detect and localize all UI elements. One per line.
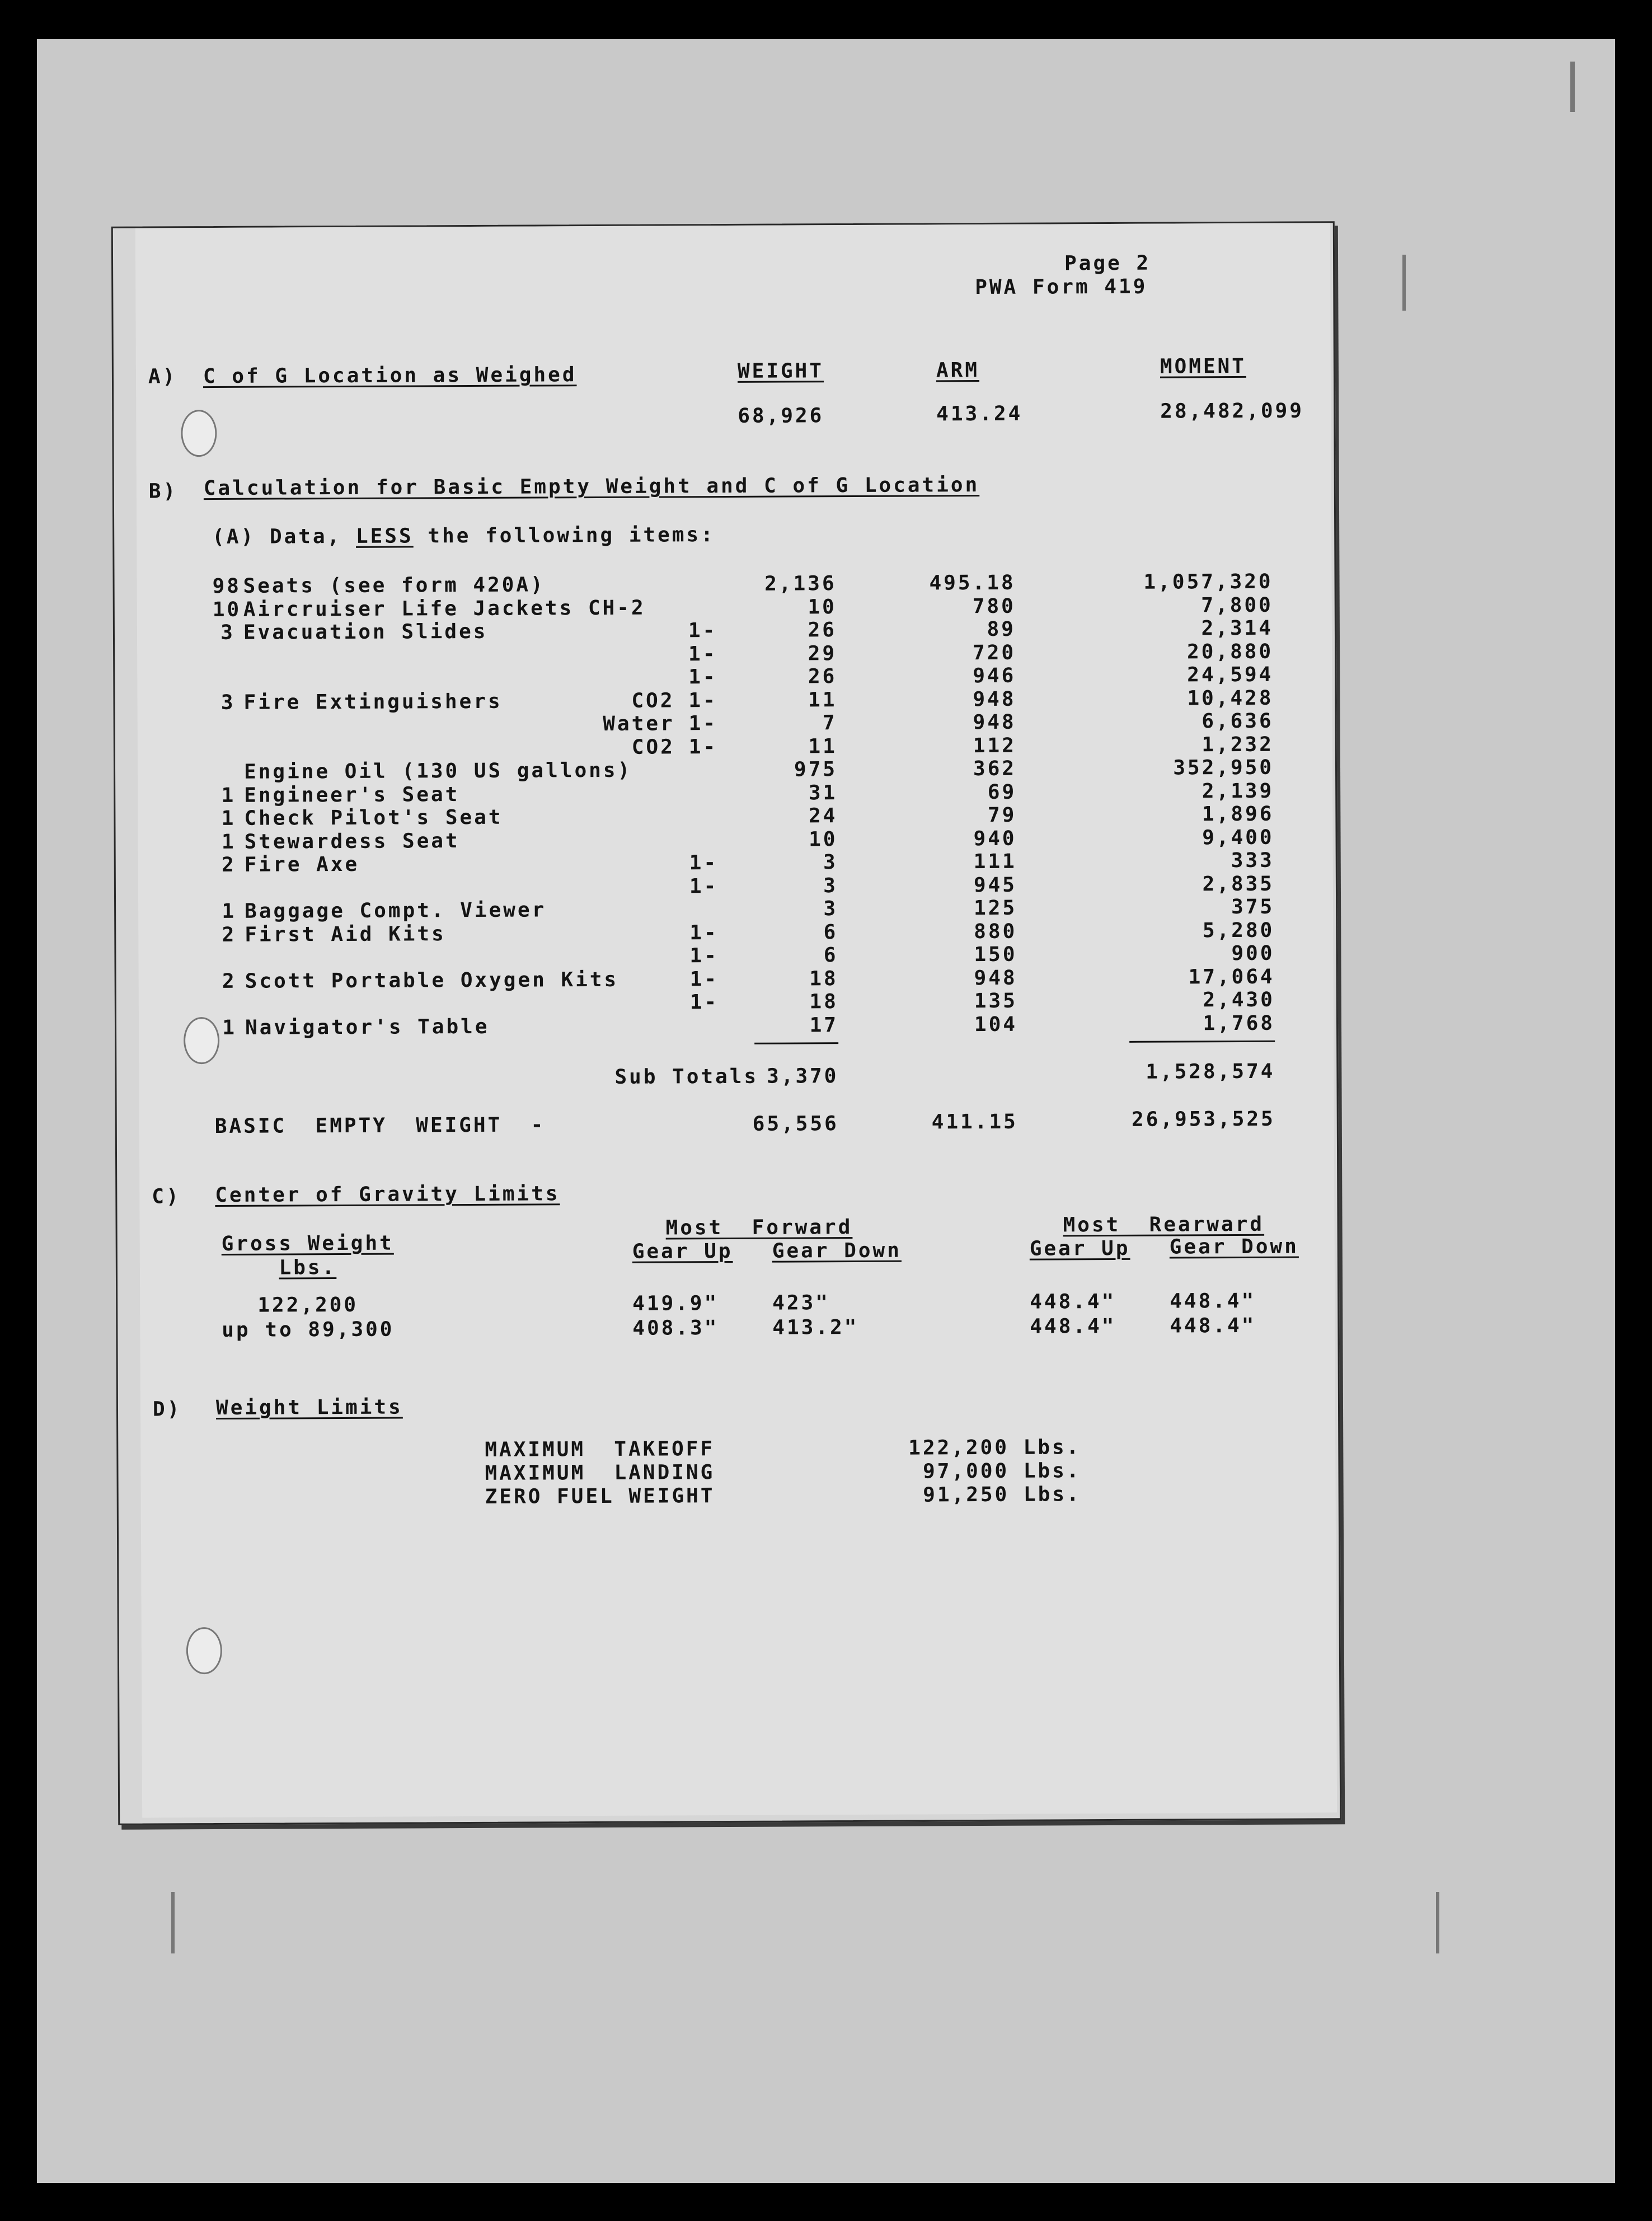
crop-mark bbox=[1436, 1892, 1439, 1953]
punch-hole bbox=[181, 410, 217, 457]
item-description: Baggage Compt. Viewer bbox=[245, 898, 547, 923]
weighed-moment: 28,482,099 bbox=[1160, 399, 1304, 423]
item-count: 1- bbox=[689, 874, 719, 898]
rear-gear-down-header: Gear Down bbox=[1169, 1235, 1299, 1259]
col-arm-header: ARM bbox=[936, 359, 980, 382]
item-moment: 7,800 bbox=[1201, 593, 1273, 617]
item-subtype bbox=[530, 921, 675, 922]
intro-suffix: the following items: bbox=[428, 523, 715, 548]
rear-gear-down: 448.4" bbox=[1170, 1314, 1256, 1338]
item-arm: 945 bbox=[973, 873, 1017, 897]
item-arm: 135 bbox=[974, 989, 1017, 1013]
item-moment: 900 bbox=[1231, 941, 1275, 966]
item-arm: 89 bbox=[987, 617, 1016, 641]
item-moment: 1,896 bbox=[1202, 802, 1274, 826]
item-count: 1- bbox=[689, 851, 719, 875]
item-moment: 17,064 bbox=[1188, 965, 1275, 988]
fwd-gear-up: 419.9" bbox=[632, 1292, 719, 1315]
item-weight: 18 bbox=[809, 967, 838, 990]
crop-mark bbox=[1402, 255, 1406, 311]
item-qty: 1 bbox=[222, 899, 237, 923]
item-count: 1- bbox=[689, 921, 719, 944]
item-arm: 780 bbox=[972, 594, 1016, 618]
item-weight: 26 bbox=[808, 618, 837, 642]
weight-limits-table bbox=[140, 1435, 1316, 1518]
item-moment: 10,428 bbox=[1187, 686, 1274, 710]
item-weight: 3 bbox=[823, 897, 838, 921]
item-arm: 112 bbox=[973, 734, 1016, 757]
item-arm: 720 bbox=[972, 641, 1016, 664]
item-subtype bbox=[529, 619, 674, 620]
weight-limit-value: 122,200 Lbs. bbox=[908, 1436, 1081, 1460]
item-weight: 7 bbox=[822, 711, 837, 735]
basic-empty-label: BASIC EMPTY WEIGHT - bbox=[214, 1113, 546, 1138]
weight-limit-label: ZERO FUEL WEIGHT bbox=[485, 1484, 715, 1508]
item-weight: 11 bbox=[808, 734, 837, 758]
item-arm: 948 bbox=[973, 710, 1016, 734]
item-weight: 24 bbox=[808, 804, 838, 828]
crop-mark bbox=[171, 1892, 175, 1953]
punch-hole bbox=[186, 1627, 222, 1674]
item-moment: 375 bbox=[1231, 895, 1275, 919]
item-arm: 495.18 bbox=[929, 571, 1016, 595]
item-weight: 26 bbox=[808, 665, 837, 688]
item-weight: 29 bbox=[808, 641, 837, 665]
item-moment: 333 bbox=[1231, 849, 1274, 873]
section-d-title: Weight Limits bbox=[215, 1395, 403, 1419]
item-arm: 79 bbox=[987, 803, 1017, 827]
document-page bbox=[111, 221, 1341, 1825]
fwd-gear-up: 408.3" bbox=[632, 1316, 719, 1340]
basic-empty-moment: 26,953,525 bbox=[1131, 1107, 1275, 1131]
item-moment: 1,768 bbox=[1203, 1011, 1275, 1035]
item-weight: 975 bbox=[794, 758, 838, 781]
section-c-title: Center of Gravity Limits bbox=[215, 1182, 560, 1207]
item-count: 1- bbox=[688, 712, 718, 735]
item-description: First Aid Kits bbox=[245, 922, 446, 946]
rear-gear-up: 448.4" bbox=[1030, 1314, 1116, 1338]
item-moment: 24,594 bbox=[1187, 663, 1274, 687]
item-weight: 2,136 bbox=[764, 572, 837, 596]
item-subtype bbox=[529, 828, 675, 829]
weighed-weight: 68,926 bbox=[738, 404, 824, 428]
item-arm: 940 bbox=[973, 827, 1017, 850]
item-qty: 1 bbox=[221, 807, 236, 830]
item-arm: 125 bbox=[973, 896, 1017, 920]
weight-limit-label: MAXIMUM TAKEOFF bbox=[485, 1437, 715, 1461]
item-moment: 352,950 bbox=[1173, 756, 1274, 780]
fwd-gear-down: 413.2" bbox=[772, 1315, 859, 1339]
item-count: 1- bbox=[689, 967, 719, 991]
most-forward-header: Most Forward bbox=[665, 1216, 853, 1240]
item-qty: 2 bbox=[221, 853, 236, 877]
subtotal-weight: 3,370 bbox=[766, 1065, 839, 1088]
item-moment: 6,636 bbox=[1202, 709, 1274, 733]
item-moment: 9,400 bbox=[1202, 826, 1274, 849]
section-b-title: Calculation for Basic Empty Weight and C of G Location bbox=[203, 474, 980, 500]
item-moment: 2,835 bbox=[1202, 872, 1275, 896]
item-arm: 880 bbox=[974, 920, 1017, 943]
weight-limit-label: MAXIMUM LANDING bbox=[485, 1461, 715, 1485]
item-description: Seats (see form 420A) bbox=[243, 573, 545, 598]
item-arm: 69 bbox=[987, 780, 1017, 804]
section-a-title: C of G Location as Weighed bbox=[203, 363, 577, 388]
item-weight: 6 bbox=[823, 920, 838, 944]
item-moment: 2,139 bbox=[1202, 779, 1274, 803]
col-moment-header: MOMENT bbox=[1160, 354, 1247, 378]
item-arm: 150 bbox=[974, 943, 1017, 967]
intro-line bbox=[212, 523, 715, 549]
item-count: 1- bbox=[688, 642, 717, 666]
item-subtype bbox=[530, 851, 675, 852]
item-qty: 1 bbox=[221, 830, 236, 854]
gross-weight: 122,200 bbox=[257, 1293, 359, 1317]
item-qty: 1 bbox=[222, 1016, 237, 1039]
item-subtype: Water bbox=[603, 712, 675, 735]
item-weight: 31 bbox=[808, 781, 838, 804]
gross-weight-unit: Lbs. bbox=[279, 1256, 337, 1280]
weight-limit-value: 97,000 Lbs. bbox=[922, 1459, 1081, 1483]
item-qty: 2 bbox=[222, 923, 237, 946]
basic-empty-arm: 411.15 bbox=[931, 1110, 1018, 1134]
weight-limit-value: 91,250 Lbs. bbox=[923, 1483, 1081, 1507]
items-table bbox=[137, 570, 1314, 1079]
item-count: 1- bbox=[688, 735, 718, 758]
item-weight: 17 bbox=[809, 1013, 839, 1037]
item-qty: 3 bbox=[220, 691, 236, 714]
frame-mark bbox=[1570, 62, 1575, 112]
item-arm: 104 bbox=[974, 1013, 1018, 1036]
item-description: Fire Extinguishers bbox=[243, 690, 503, 714]
rear-gear-up: 448.4" bbox=[1030, 1290, 1116, 1314]
item-arm: 948 bbox=[974, 966, 1017, 990]
item-weight: 3 bbox=[823, 874, 838, 897]
item-qty: 1 bbox=[221, 784, 236, 807]
item-moment: 20,880 bbox=[1186, 640, 1274, 663]
most-rearward-header: Most Rearward bbox=[1063, 1212, 1265, 1237]
section-c-marker: C) bbox=[152, 1185, 181, 1208]
intro-prefix: (A) Data, bbox=[212, 524, 342, 549]
item-moment: 1,232 bbox=[1202, 733, 1274, 756]
gross-weight-header: Gross Weight bbox=[221, 1231, 394, 1255]
item-qty: 2 bbox=[222, 969, 237, 993]
gross-weight: up to 89,300 bbox=[222, 1318, 395, 1342]
item-row bbox=[139, 1011, 1314, 1041]
item-arm: 111 bbox=[973, 850, 1017, 874]
item-description: Stewardess Seat bbox=[244, 829, 460, 854]
form-number: PWA Form 419 bbox=[975, 275, 1148, 299]
item-weight: 10 bbox=[809, 827, 838, 851]
item-count: 1- bbox=[689, 944, 719, 968]
item-arm: 948 bbox=[973, 687, 1016, 711]
item-subtype: CO2 bbox=[631, 735, 675, 759]
item-moment: 2,430 bbox=[1203, 988, 1275, 1012]
page-number: Page 2 bbox=[1064, 251, 1151, 275]
item-qty: 10 bbox=[212, 598, 242, 621]
item-subtype bbox=[531, 1014, 676, 1015]
item-moment: 2,314 bbox=[1201, 616, 1274, 640]
item-arm: 946 bbox=[973, 664, 1016, 688]
section-b-marker: B) bbox=[148, 480, 178, 503]
item-weight: 6 bbox=[823, 944, 838, 967]
cg-row bbox=[140, 1314, 1315, 1343]
fwd-gear-down-header: Gear Down bbox=[772, 1239, 902, 1263]
subtotal-label: Sub Totals bbox=[614, 1065, 759, 1089]
section-d-marker: D) bbox=[152, 1398, 182, 1421]
rear-gear-down: 448.4" bbox=[1170, 1289, 1256, 1313]
basic-empty-weight: 65,556 bbox=[752, 1112, 839, 1136]
item-subtype bbox=[530, 944, 675, 945]
item-description: Navigator's Table bbox=[245, 1015, 490, 1039]
item-weight: 18 bbox=[809, 990, 838, 1014]
item-weight: 11 bbox=[808, 688, 837, 711]
subtotal-moment: 1,528,574 bbox=[1146, 1060, 1275, 1084]
item-subtype: CO2 bbox=[631, 688, 675, 713]
item-weight: 10 bbox=[808, 595, 837, 618]
item-qty: 3 bbox=[220, 621, 236, 644]
item-description: Engineer's Seat bbox=[244, 782, 460, 807]
item-description: Engine Oil (130 US gallons) bbox=[243, 758, 632, 784]
section-a-marker: A) bbox=[148, 365, 177, 388]
item-weight: 3 bbox=[823, 851, 838, 874]
item-arm: 362 bbox=[973, 757, 1017, 781]
weighed-arm: 413.24 bbox=[936, 402, 1023, 426]
fwd-gear-up-header: Gear Up bbox=[632, 1239, 733, 1263]
weight-underline bbox=[754, 1042, 838, 1044]
item-qty: 98 bbox=[212, 574, 242, 598]
item-moment: 1,057,320 bbox=[1143, 570, 1273, 594]
item-description: Aircruiser Life Jackets CH-2 bbox=[243, 596, 646, 621]
cg-limits-table bbox=[140, 1289, 1315, 1350]
col-weight-header: WEIGHT bbox=[737, 359, 824, 383]
item-description: Check Pilot's Seat bbox=[244, 805, 503, 830]
rear-gear-up-header: Gear Up bbox=[1029, 1236, 1130, 1261]
item-count: 1- bbox=[688, 666, 717, 689]
item-count: 1- bbox=[689, 991, 719, 1014]
item-description: Evacuation Slides bbox=[243, 620, 488, 644]
weight-limit-row bbox=[141, 1482, 1316, 1511]
item-description: Scott Portable Oxygen Kits bbox=[245, 968, 619, 993]
item-moment: 5,280 bbox=[1202, 919, 1275, 942]
item-count: 1- bbox=[688, 688, 717, 712]
item-count: 1- bbox=[688, 619, 717, 643]
fwd-gear-down: 423" bbox=[772, 1291, 830, 1315]
item-description: Fire Axe bbox=[244, 852, 360, 877]
intro-less: LESS bbox=[355, 524, 414, 548]
